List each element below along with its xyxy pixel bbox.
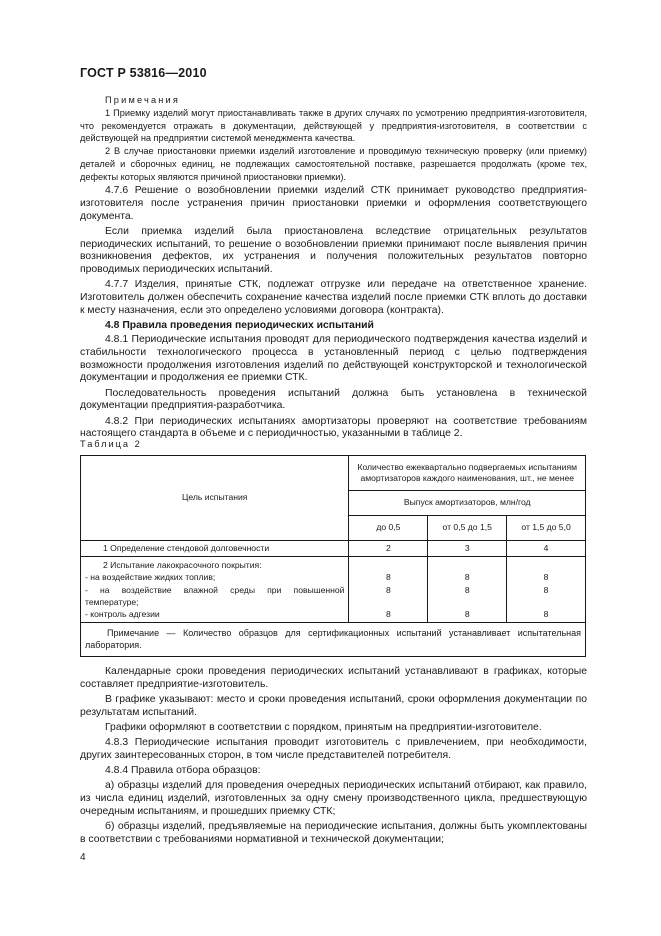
table-header-output: Выпуск амортизаторов, млн/год <box>349 491 586 516</box>
body-section-2 <box>80 666 587 849</box>
cell-value: 8 <box>464 609 470 620</box>
note-item: 1 Приемку изделий могут приостанавливать также в других случаях по усмотрению предприятия-изготовителя, что рекомендуется отражать в документации, действующей у предприятия-изготовителя, в соответствии с действующей на предприятии системой менеджмента качества. <box>80 107 587 144</box>
paragraph: а) образцы изделий для проведения очередных периодических испытаний отбирают, как правило, из числа единиц изделий, изготовленных за одну смену производственного цикла, предшествующую очередным испытаниям, и прошедших приемку СТК; <box>80 780 587 817</box>
paragraph: Графики оформляют в соответствии с порядком, принятым на предприятии-изготовителе. <box>105 721 542 733</box>
table-header-purpose: Цель испытания <box>81 456 349 541</box>
row-item: - контроль адгезии <box>85 609 160 620</box>
table-cell: 1 Определение стендовой долговечности <box>81 541 349 557</box>
paragraph: Если приемка изделий была приостановлена вследствие отрицательных результатов периодических испытаний, то решение о возобновлении приемки принимают после выявления причин возникновения дефектов, их устранения и получения положительных результатов повторно проводимых периодических испытаний. <box>80 225 587 276</box>
table-caption: Таблица 2 <box>80 439 142 449</box>
cell-value: 8 <box>543 572 549 583</box>
cell-value: 8 <box>464 584 470 595</box>
row-item: - на воздействие влажной среды при повышенной <box>85 584 345 595</box>
paragraph: 4.8.2 При периодических испытаниях амортизаторы проверяют на соответствие требованиям настоящего стандарта в объеме и с периодичностью, указанными в таблице 2. <box>80 415 587 440</box>
table-cell: 4 <box>507 541 586 557</box>
table-cell: 2 <box>349 541 428 557</box>
paragraph: 4.8.4 Правила отбора образцов: <box>105 765 261 777</box>
row-item: температуре; <box>85 596 139 607</box>
table-cell <box>349 557 428 623</box>
table-cell <box>428 557 507 623</box>
table-header-range: до 0,5 <box>349 516 428 541</box>
paragraph: 4.8.1 Периодические испытания проводят для периодического подтверждения качества изделий и стабильности технологического процесса в установленный период с целью подтверждения возможности продолжения изготовления изделий по действующей конструкторской и технологической документации и продолжения ее приемки СТК. <box>80 333 587 384</box>
row-item: - на воздействие жидких топлив; <box>85 572 216 583</box>
notes-title: Примечания <box>105 95 181 105</box>
table-row <box>81 557 586 623</box>
paragraph: б) образцы изделий, предъявляемые на периодические испытания, должны быть укомплектованы в соответствии с требованиями нормативной и технической документации; <box>80 821 587 845</box>
document-header: ГОСТ Р 53816—2010 <box>80 66 207 80</box>
table-cell: 3 <box>428 541 507 557</box>
cell-value: 8 <box>464 572 470 583</box>
paragraph: Последовательность проведения испытаний должна быть установлена в технической документации предприятия-разработчика. <box>80 387 587 412</box>
row-title: 2 Испытание лакокрасочного покрытия: <box>103 560 262 571</box>
cell-value: 8 <box>385 609 391 620</box>
notes-block <box>80 94 587 184</box>
table-cell <box>507 557 586 623</box>
cell-value: 8 <box>385 572 391 583</box>
table-2 <box>80 455 586 657</box>
paragraph: В графике указывают: место и сроки проведения испытаний, сроки оформления документации по результатам испытаний. <box>80 693 587 718</box>
table-note: Примечание — Количество образцов для сертификационных испытаний устанавливает испытательная лаборатория. <box>81 623 586 657</box>
cell-value: 8 <box>543 584 549 595</box>
cell-value: 8 <box>385 584 391 595</box>
body-section-1 <box>80 185 587 443</box>
note-item: 2 В случае приостановки приемки изделий изготовление и проводимую техническую проверку (или приемку) деталей и сборочных единиц, не подлежащих самостоятельной поставке, разрешается продолжать (кроме тех, дефекты которых являются причиной приостановки приемки). <box>80 146 587 182</box>
table-cell <box>81 557 349 623</box>
page-number: 4 <box>80 852 86 863</box>
table-row <box>81 541 586 557</box>
paragraph: 4.7.7 Изделия, принятые СТК, подлежат отгрузке или передаче на ответственное хранение. Изготовитель должен обеспечить сохранение качества изделий после приемки СТК вплоть до доставки к месту назначения, если это определено условиями договора (контракта). <box>80 279 587 316</box>
paragraph: 4.8.3 Периодические испытания проводит изготовитель с привлечением, при необходимости, других заинтересованных сторон, в том числе представителей потребителя. <box>80 737 587 761</box>
table-header-range: от 1,5 до 5,0 <box>507 516 586 541</box>
paragraph: 4.7.6 Решение о возобновлении приемки изделий СТК принимает руководство предприятия-изготовителя после устранения причин приостановки приемки и оформления соответствующего документа. <box>80 185 587 222</box>
section-heading: 4.8 Правила проведения периодических испытаний <box>105 320 374 332</box>
table-header-range: от 0,5 до 1,5 <box>428 516 507 541</box>
cell-value: 8 <box>543 609 549 620</box>
paragraph: Календарные сроки проведения периодических испытаний устанавливают в графиках, которые составляет предприятие-изготовитель. <box>80 666 587 690</box>
table-header-quantity: Количество ежеквартально подвергаемых испытаниям амортизаторов каждого наименования, шт., не менее <box>349 456 586 491</box>
